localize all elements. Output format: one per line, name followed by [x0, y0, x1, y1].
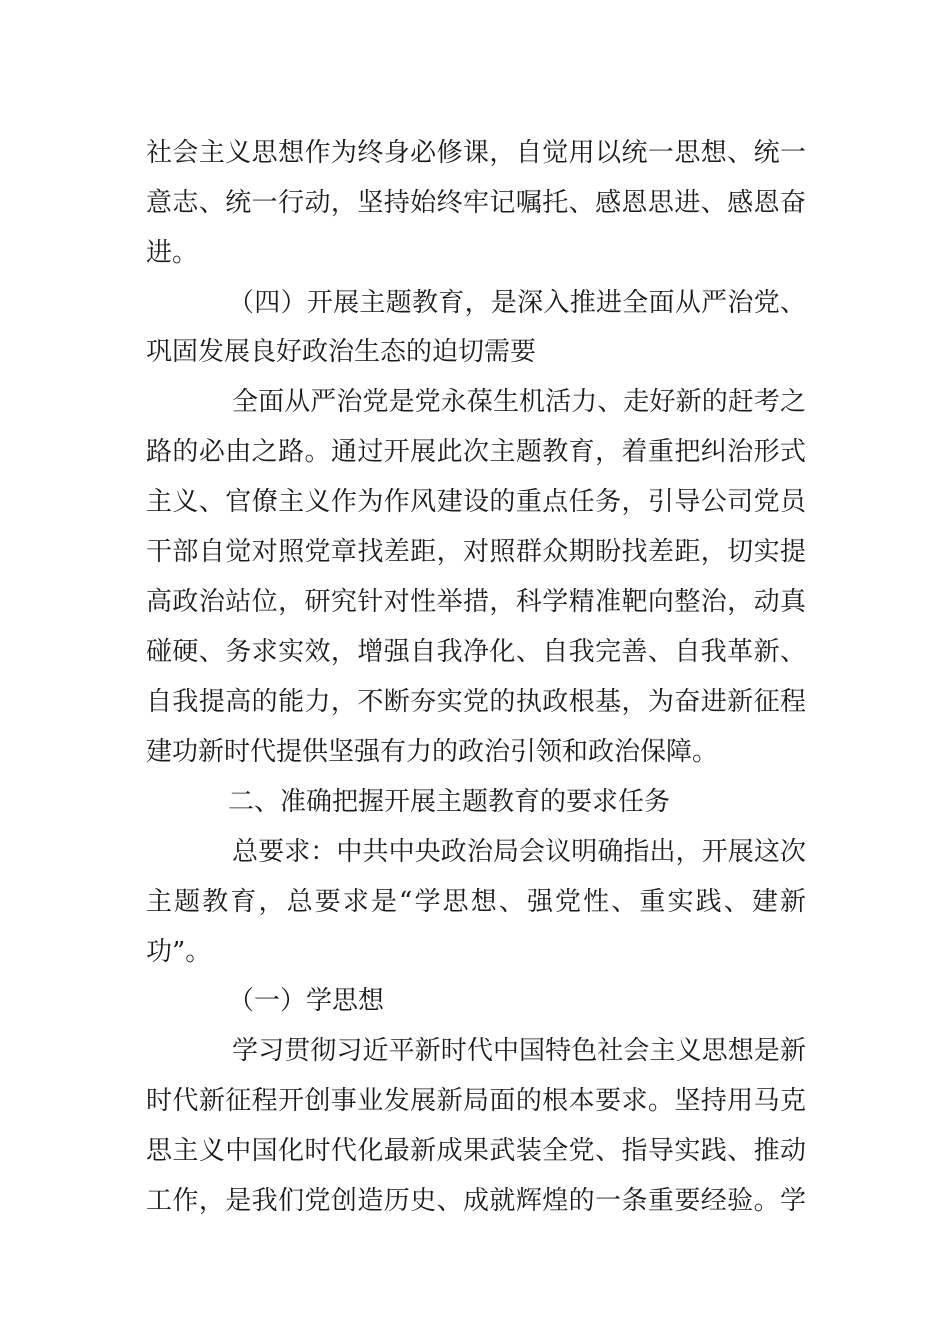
text-line: 主题教育，总要求是“学思想、强党性、重实践、建新 [146, 887, 806, 917]
text-line: 全面从严治党是党永葆生机活力、走好新的赶考之 [232, 387, 806, 417]
text-line: 建功新时代提供坚强有力的政治引领和政治保障。 [146, 737, 719, 767]
text-line: 时代新征程开创事业发展新局面的根本要求。坚持用马克 [146, 1086, 806, 1116]
text-line: 总要求：中共中央政治局会议明确指出，开展这次 [232, 837, 806, 867]
section-heading-4-cont: 巩固发展良好政治生态的迫切需要 [146, 337, 537, 367]
text-line: 路的必由之路。通过开展此次主题教育，着重把纠治形式 [146, 437, 806, 467]
text-line: 高政治站位，研究针对性举措，科学精准靶向整治，动真 [146, 587, 806, 617]
text-line: 思主义中国化时代化最新成果武装全党、指导实践、推动 [146, 1136, 806, 1166]
text-line: 社会主义思想作为终身必修课，自觉用以统一思想、统一 [146, 138, 806, 168]
section-heading-4: （四）开展主题教育，是深入推进全面从严治党、 [228, 288, 806, 318]
text-line: 干部自觉对照党章找差距，对照群众期盼找差距，切实提 [146, 537, 806, 567]
text-line: 工作，是我们党创造历史、成就辉煌的一条重要经验。学 [146, 1186, 806, 1216]
text-line: 自我提高的能力，不断夯实党的执政根基，为奋进新征程 [146, 687, 806, 717]
subsection-heading-1: （一）学思想 [228, 986, 385, 1016]
text-line: 意志、统一行动，坚持始终牢记嘱托、感恩思进、感恩奋 [146, 188, 806, 218]
text-line: 主义、官僚主义作为作风建设的重点任务，引导公司党员 [146, 487, 806, 517]
text-line: 功”。 [146, 937, 212, 967]
section-heading-2: 二、准确把握开展主题教育的要求任务 [228, 787, 671, 817]
text-line: 碰硬、务求实效，增强自我净化、自我完善、自我革新、 [146, 637, 806, 667]
text-line: 学习贯彻习近平新时代中国特色社会主义思想是新 [232, 1036, 806, 1066]
text-line: 进。 [146, 238, 199, 268]
